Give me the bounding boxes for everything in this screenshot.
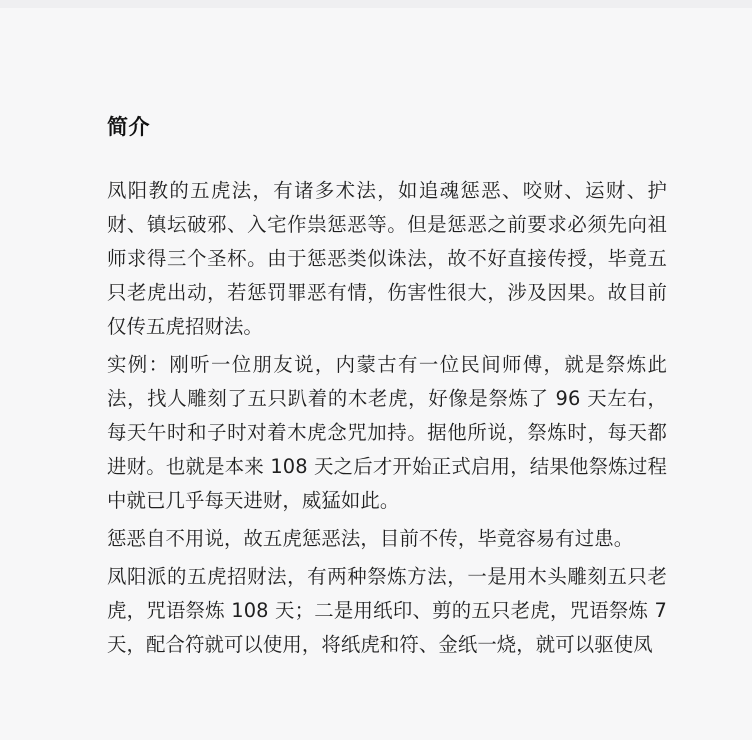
paragraph-example: 实例：刚听一位朋友说，内蒙古有一位民间师傅，就是祭炼此法，找人雕刻了五只趴着的木老虎，好像是祭炼了 96 天左右，每天午时和子时对着木虎念咒加持。据他所说，祭炼时，每天都进财。也就是本来 108 天之后才开始正式启用，结果他祭炼过程中就已几乎每天进财，威猛如此。 xyxy=(107,353,667,512)
paragraph-punishment: 惩恶自不用说，故五虎惩恶法，目前不传，毕竟容易有过患。 xyxy=(107,527,634,550)
top-bar-edge xyxy=(0,0,752,8)
document-body xyxy=(107,112,667,662)
paragraph-intro: 凤阳教的五虎法，有诸多术法，如追魂惩恶、咬财、运财、护财、镇坛破邪、入宅作祟惩恶等。但是惩恶之前要求必须先向祖师求得三个圣杯。由于惩恶类似诛法，故不好直接传授，毕竟五只老虎出动，若惩罚罪恶有情，伤害性很大，涉及因果。故目前仅传五虎招财法。 xyxy=(107,179,667,338)
paragraph-methods: 凤阳派的五虎招财法，有两种祭炼方法，一是用木头雕刻五只老虎，咒语祭炼 108 天；二是用纸印、剪的五只老虎，咒语祭炼 7 天，配合符就可以使用，将纸虎和符、金纸一烧，就可以驱使凤 xyxy=(107,565,667,656)
section-heading: 简介 xyxy=(107,115,150,139)
